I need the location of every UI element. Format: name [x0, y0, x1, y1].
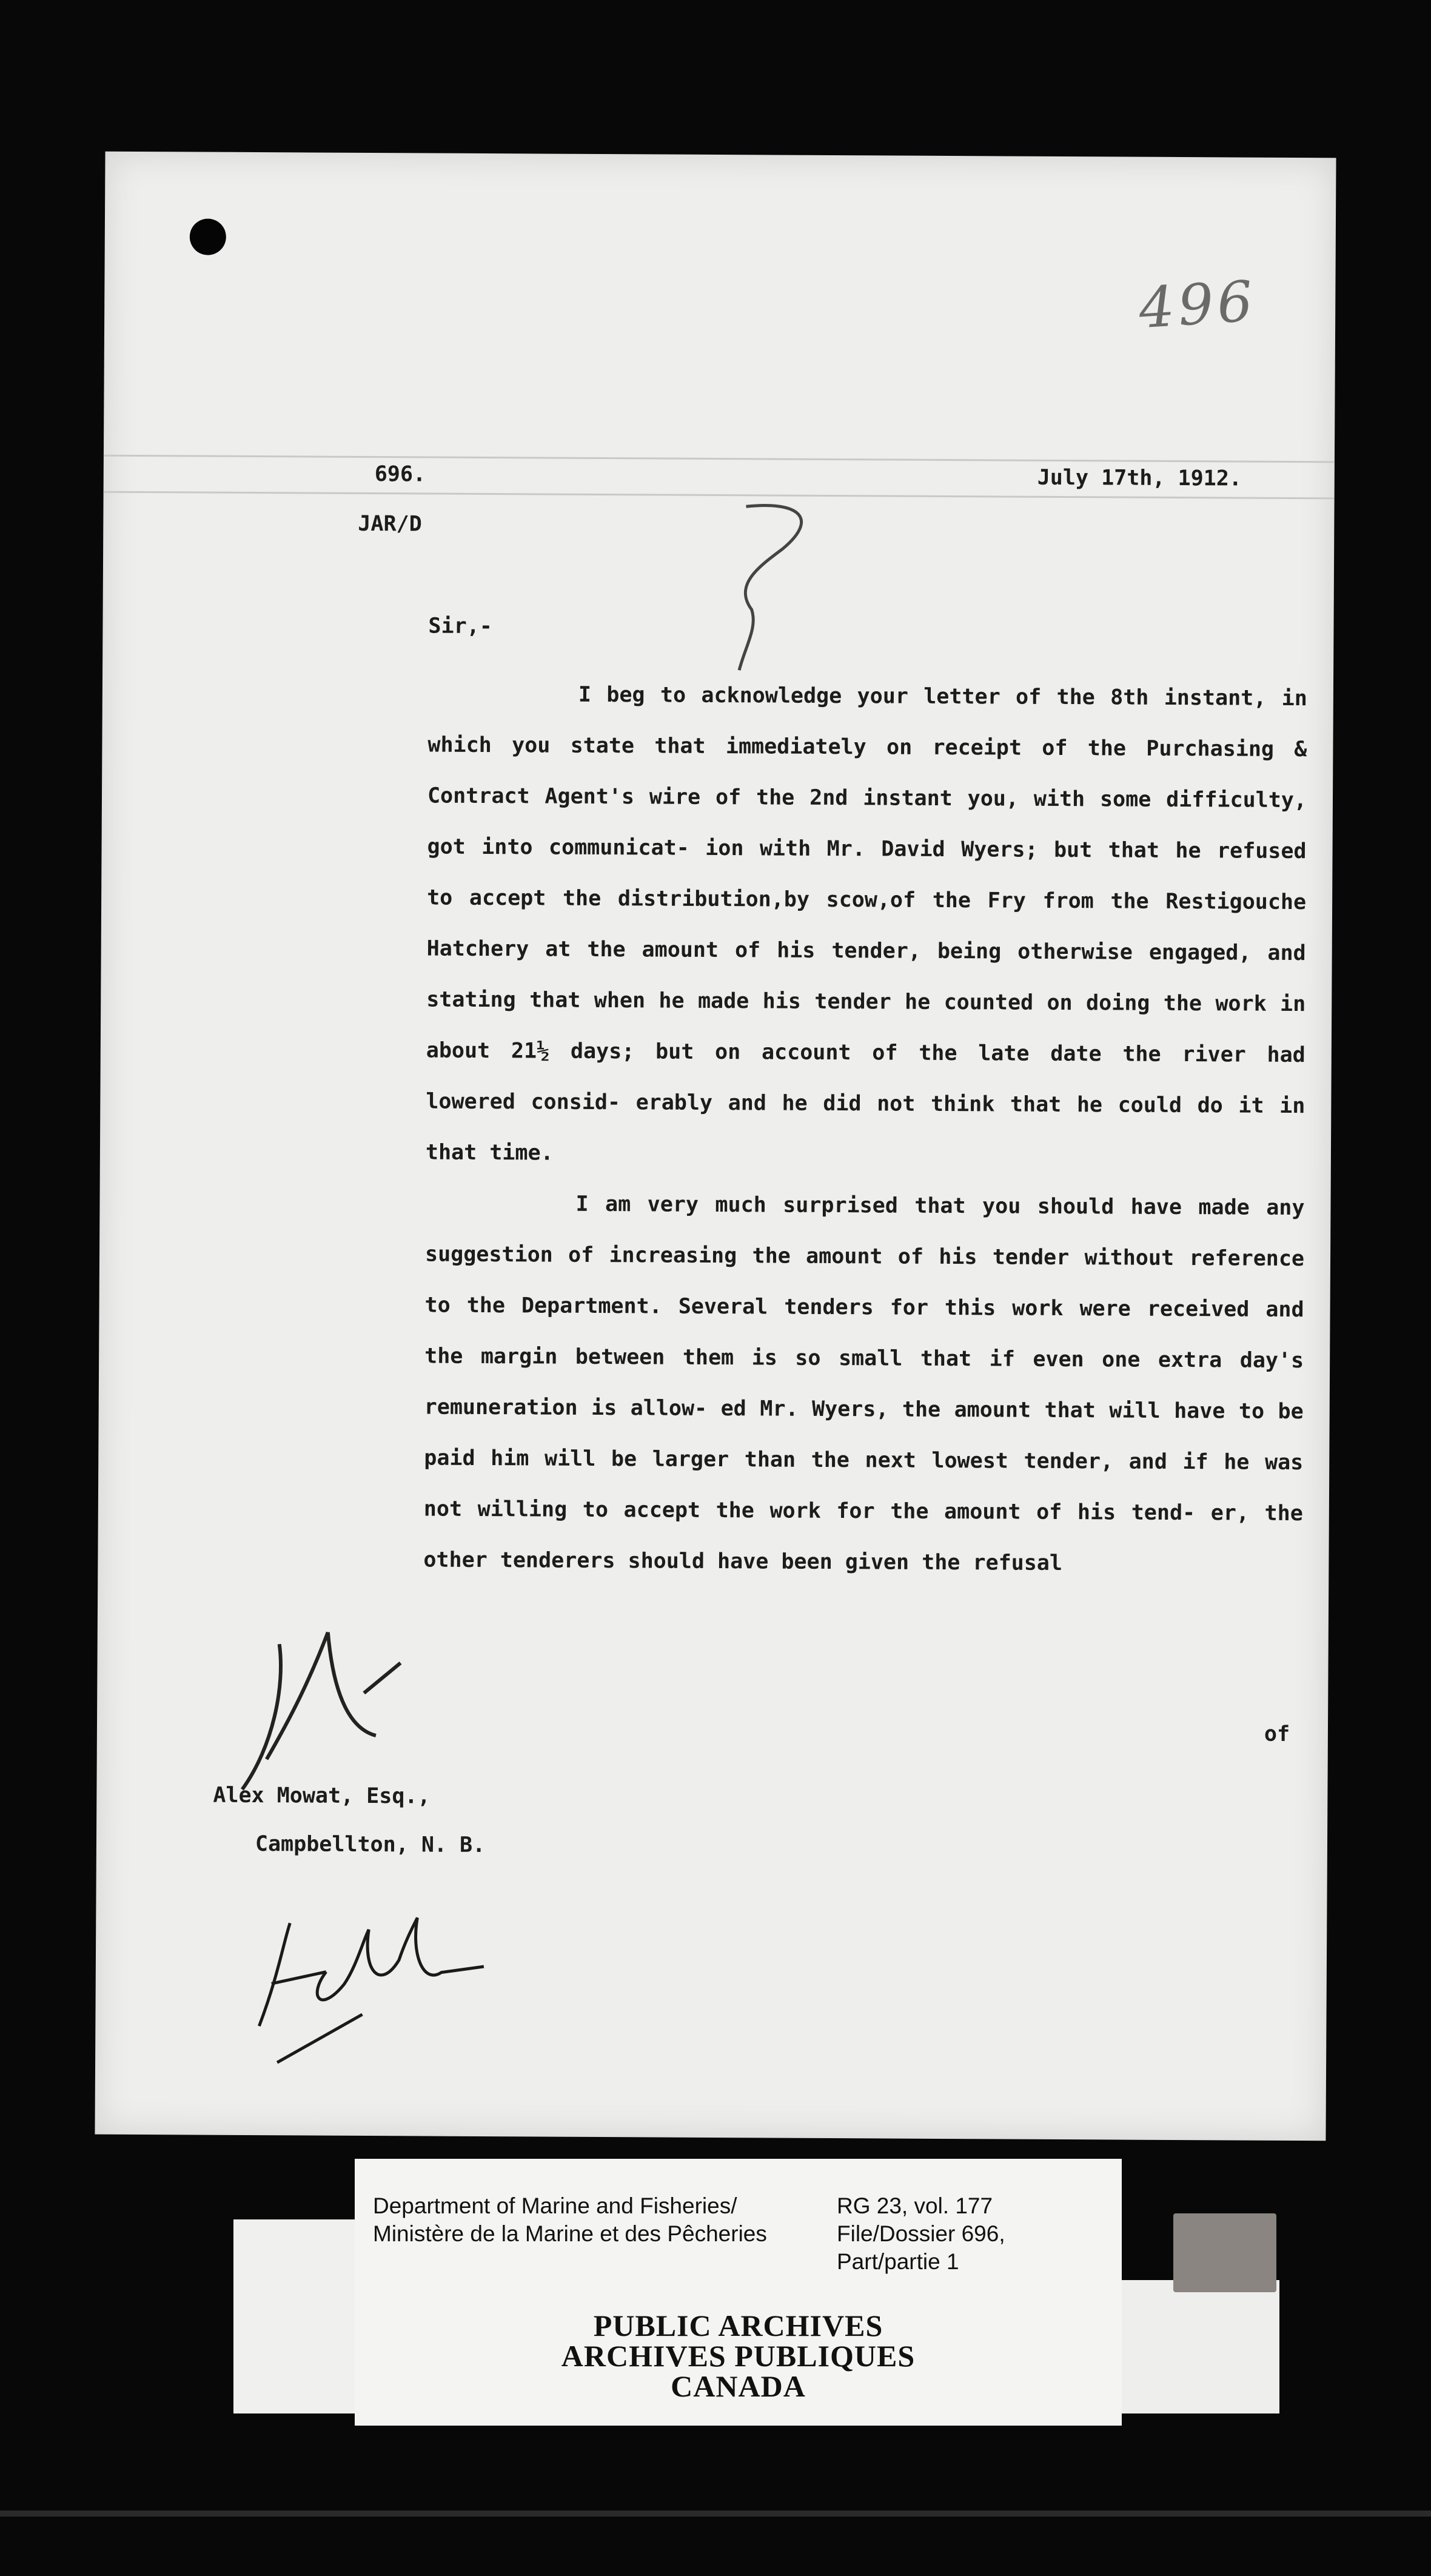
file-number: 696.: [374, 462, 426, 487]
label-tab: [1122, 2280, 1279, 2413]
archive-title-french: ARCHIVES PUBLIQUES: [561, 2339, 916, 2373]
reference-block: [837, 2192, 1005, 2276]
archive-title: [355, 2310, 1122, 2401]
scan-edge: [0, 2511, 1431, 2517]
pencil-mark-icon: [709, 494, 862, 677]
carryover-word: of: [1264, 1722, 1290, 1746]
archive-title-english: PUBLIC ARCHIVES: [593, 2309, 883, 2343]
letter-body: [423, 669, 1307, 1591]
department-french: Ministère de la Marine et des Pêcheries: [373, 2221, 767, 2246]
label-tab-shadow: [1173, 2213, 1276, 2292]
letter-page: [95, 152, 1336, 2141]
department-english: Department of Marine and Fisheries/: [373, 2193, 737, 2218]
reference-file: File/Dossier 696,: [837, 2221, 1005, 2246]
addressee-name: Alex Mowat, Esq.,: [213, 1783, 431, 1809]
salutation: Sir,-: [428, 614, 492, 639]
reference-part: Part/partie 1: [837, 2249, 959, 2274]
folio-number: 496: [1137, 269, 1259, 341]
addressee-place: Campbellton, N. B.: [255, 1832, 486, 1858]
body-paragraph: I beg to acknowledge your letter of the 8th instant, in which you state that immediately on receipt of the Purchasing & Contract Agent's wire of the 2nd instant you, with some difficulty, got into communicat- ion with Mr. David Wyers; but that he refused to accept the distribution,by scow,of the Fry from the Restigouche Hatchery at the amount of his tender, being otherwise engaged, and stating that when he made his tender he counted on doing the work in about 21½ days; but on account of the late date the river had lowered consid- erably and he did not think that he could do it in that time.: [425, 682, 1307, 1166]
letter-date: July 17th, 1912.: [1037, 465, 1242, 491]
reference-volume: RG 23, vol. 177: [837, 2193, 993, 2218]
punch-hole: [190, 218, 226, 255]
department-block: [373, 2192, 767, 2248]
archive-title-country: CANADA: [671, 2369, 806, 2403]
archive-label: [355, 2159, 1122, 2426]
typist-initials: JAR/D: [358, 511, 422, 537]
label-tab: [233, 2219, 355, 2413]
letterhead-rule: [104, 455, 1335, 463]
body-paragraph: I am very much surprised that you should have made any suggestion of increasing the amount of his tender without reference to the Department. Several tenders for this work were received and the margin between them is so small that if even one extra day's remuneration is allow- ed Mr. Wyers, the amount that will have to be paid him will be larger than the next lowest tender, and if he was not willing to accept the work for the amount of his tend- er, the other tenderers should have been given the refusal: [423, 1192, 1305, 1576]
handwritten-initials-icon: [241, 1880, 497, 2088]
